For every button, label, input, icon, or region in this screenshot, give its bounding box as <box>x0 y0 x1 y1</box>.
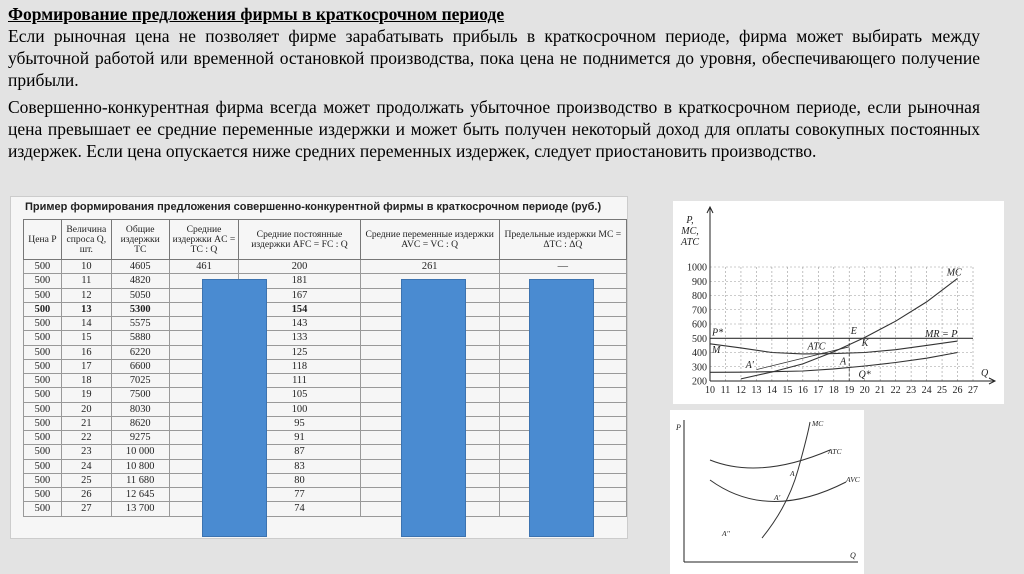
a-prime-label: A' <box>745 360 754 372</box>
table-cell: 19 <box>61 388 111 402</box>
table-cell: 16 <box>61 345 111 359</box>
table-cell: 5575 <box>111 317 169 331</box>
x-tick-label: 11 <box>720 385 731 396</box>
y-tick-label: 400 <box>692 348 707 359</box>
table-cell: 500 <box>24 388 62 402</box>
x-tick-label: 27 <box>968 385 978 396</box>
table-cell: 5880 <box>111 331 169 345</box>
a-double-prime-label: A'' <box>722 529 730 538</box>
cost-curves-svg <box>673 201 1004 404</box>
table-cell: 461 <box>169 260 239 274</box>
mc-label: MC <box>812 419 824 428</box>
x-axis-label: Q <box>850 551 856 560</box>
table-cell: 8030 <box>111 402 169 416</box>
atc-label: ATC <box>828 447 842 456</box>
y-tick-label: 700 <box>692 305 707 317</box>
table-cell: 500 <box>24 302 62 316</box>
paragraph-1: Если рыночная цена не позволяет фирме зарабатывать прибыль в краткосрочном периоде, фирма может выбирать между убыточной работой или временной остановкой производства, пока цена не поднимется до уровня, обеспечивающего получение прибыли. <box>8 26 980 90</box>
table-header-cell: Средние переменные издержки AVC = VC : Q <box>360 220 499 260</box>
k-label: K <box>861 338 869 350</box>
table-cell: 500 <box>24 502 62 516</box>
mc-curve <box>762 422 810 538</box>
shutdown-diagram-svg <box>670 410 864 574</box>
table-cell: 4820 <box>111 274 169 288</box>
table-cell: 500 <box>24 416 62 430</box>
x-tick-label: 22 <box>890 385 901 396</box>
table-header-cell: Общие издержки TC <box>111 220 169 260</box>
table-cell: 74 <box>239 502 360 516</box>
table-cell: 10 800 <box>111 459 169 473</box>
table-cell: 26 <box>61 488 111 502</box>
table-cell: 500 <box>24 317 62 331</box>
y-tick-label: 300 <box>692 362 707 374</box>
table-cell: 11 680 <box>111 473 169 487</box>
table-cell: 14 <box>61 317 111 331</box>
y-axis-label: P, <box>686 215 694 226</box>
table-cell: 500 <box>24 331 62 345</box>
x-tick-label: 26 <box>952 385 963 396</box>
table-cell: 7500 <box>111 388 169 402</box>
avc-label: AVC <box>846 475 860 484</box>
table-cell: 125 <box>239 345 360 359</box>
q-star-label: Q* <box>858 369 871 381</box>
y-tick-label: 500 <box>692 333 707 345</box>
table-cell: 6600 <box>111 359 169 373</box>
table-cell: 500 <box>24 459 62 473</box>
m-label: M <box>712 345 721 357</box>
avc-column-cover <box>401 279 466 537</box>
table-cell: 21 <box>61 416 111 430</box>
x-tick-label: 15 <box>782 385 793 396</box>
y-tick-label: 600 <box>692 319 707 331</box>
x-tick-label: 14 <box>766 385 777 396</box>
atc-curve <box>710 450 830 468</box>
x-tick-label: 13 <box>751 385 762 396</box>
table-cell: 500 <box>24 374 62 388</box>
table-header-row <box>24 220 627 260</box>
mc-column-cover <box>529 279 594 537</box>
table-cell: 500 <box>24 345 62 359</box>
table-cell: 9275 <box>111 431 169 445</box>
table-cell: 500 <box>24 288 62 302</box>
table-header-cell: Величина спроса Q, шт. <box>61 220 111 260</box>
table-cell: 500 <box>24 274 62 288</box>
table-cell: 105 <box>239 388 360 402</box>
table-row <box>24 260 627 274</box>
table-cell: 13 700 <box>111 502 169 516</box>
x-axis-label: Q <box>981 368 989 379</box>
table-cell: 143 <box>239 317 360 331</box>
table-cell: 10 <box>61 260 111 274</box>
table-cell: 87 <box>239 445 360 459</box>
x-tick-label: 10 <box>705 385 715 396</box>
table-cell: 27 <box>61 502 111 516</box>
table-cell: 500 <box>24 488 62 502</box>
table-cell: 133 <box>239 331 360 345</box>
x-tick-label: 17 <box>813 385 824 396</box>
x-tick-label: 24 <box>921 385 932 396</box>
table-cell: 91 <box>239 431 360 445</box>
cost-curves-chart <box>673 201 1004 404</box>
table-cell: 24 <box>61 459 111 473</box>
table-cell: 77 <box>239 488 360 502</box>
table-cell: 111 <box>239 374 360 388</box>
ac-column-cover <box>202 279 267 537</box>
x-tick-label: 19 <box>844 385 855 396</box>
p-star-label: P* <box>712 327 724 339</box>
table-cell: 6220 <box>111 345 169 359</box>
table-cell: 18 <box>61 374 111 388</box>
x-tick-label: 20 <box>859 385 870 396</box>
y-tick-label: 200 <box>692 376 707 388</box>
table-cell: 12 645 <box>111 488 169 502</box>
table-header-cell: Цена P <box>24 220 62 260</box>
paragraph-2: Совершенно-конкурентная фирма всегда может продолжать убыточное производство в краткосрочном периоде, если рыночная цена превышает ее средние переменные издержки и может быть получен некоторый доход для оплаты совокупных постоянных издержек. Если цена опускается ниже средних переменных издержек, следует приостановить производство. <box>8 97 980 161</box>
table-cell: 500 <box>24 445 62 459</box>
a-prime-label: A' <box>774 493 781 502</box>
table-cell: 22 <box>61 431 111 445</box>
table-header-cell: Средние издержки AC = TC : Q <box>169 220 239 260</box>
a-label: A <box>839 356 847 368</box>
table-cell: 118 <box>239 359 360 373</box>
table-cell: 167 <box>239 288 360 302</box>
e-label: E <box>850 325 857 337</box>
table-cell: 17 <box>61 359 111 373</box>
table-cell: 500 <box>24 402 62 416</box>
a-label: A <box>790 469 795 478</box>
page-title: Формирование предложения фирмы в краткосрочном периоде <box>8 4 505 24</box>
table-cell: 154 <box>239 302 360 316</box>
supply-table-panel <box>10 196 628 539</box>
table-cell: 261 <box>360 260 499 274</box>
y-axis-label: ATC <box>681 237 699 248</box>
shutdown-diagram <box>670 410 864 574</box>
table-cell: 23 <box>61 445 111 459</box>
table-cell: 181 <box>239 274 360 288</box>
table-cell: 5050 <box>111 288 169 302</box>
table-cell: 80 <box>239 473 360 487</box>
table-cell: 13 <box>61 302 111 316</box>
table-title: Пример формирования предложения совершенно-конкурентной фирмы в краткосрочном периоде (руб.) <box>25 201 602 213</box>
table-cell: 200 <box>239 260 360 274</box>
table-header-cell: Предельные издержки MC = ΔTC : ΔQ <box>499 220 626 260</box>
table-cell: 500 <box>24 473 62 487</box>
x-tick-label: 16 <box>797 385 808 396</box>
x-tick-label: 23 <box>906 385 917 396</box>
x-tick-label: 18 <box>828 385 839 396</box>
table-cell: 20 <box>61 402 111 416</box>
table-header-cell: Средние постоянные издержки AFC = FC : Q <box>239 220 360 260</box>
table-cell: 7025 <box>111 374 169 388</box>
table-cell: 12 <box>61 288 111 302</box>
x-tick-label: 25 <box>937 385 948 396</box>
mc-label: MC <box>946 267 962 279</box>
table-cell: 8620 <box>111 416 169 430</box>
table-cell: 11 <box>61 274 111 288</box>
y-tick-label: 800 <box>692 291 707 302</box>
y-axis-label: MC, <box>681 226 699 237</box>
x-tick-label: 12 <box>735 385 746 396</box>
a-k-line <box>756 347 849 370</box>
table-cell: 100 <box>239 402 360 416</box>
table-cell: 4605 <box>111 260 169 274</box>
table-cell: 15 <box>61 331 111 345</box>
table-cell: 83 <box>239 459 360 473</box>
table-cell: 500 <box>24 431 62 445</box>
atc-label: ATC <box>807 341 826 353</box>
mr-label: MR = P <box>925 329 958 341</box>
table-cell: 500 <box>24 359 62 373</box>
table-cell: — <box>499 260 626 274</box>
table-cell: 25 <box>61 473 111 487</box>
y-axis-label: P <box>676 423 681 432</box>
table-cell: 95 <box>239 416 360 430</box>
x-tick-label: 21 <box>875 385 886 396</box>
table-cell: 5300 <box>111 302 169 316</box>
y-tick-label: 1000 <box>687 262 707 274</box>
y-tick-label: 900 <box>692 276 707 288</box>
table-cell: 500 <box>24 260 62 274</box>
table-cell: 10 000 <box>111 445 169 459</box>
